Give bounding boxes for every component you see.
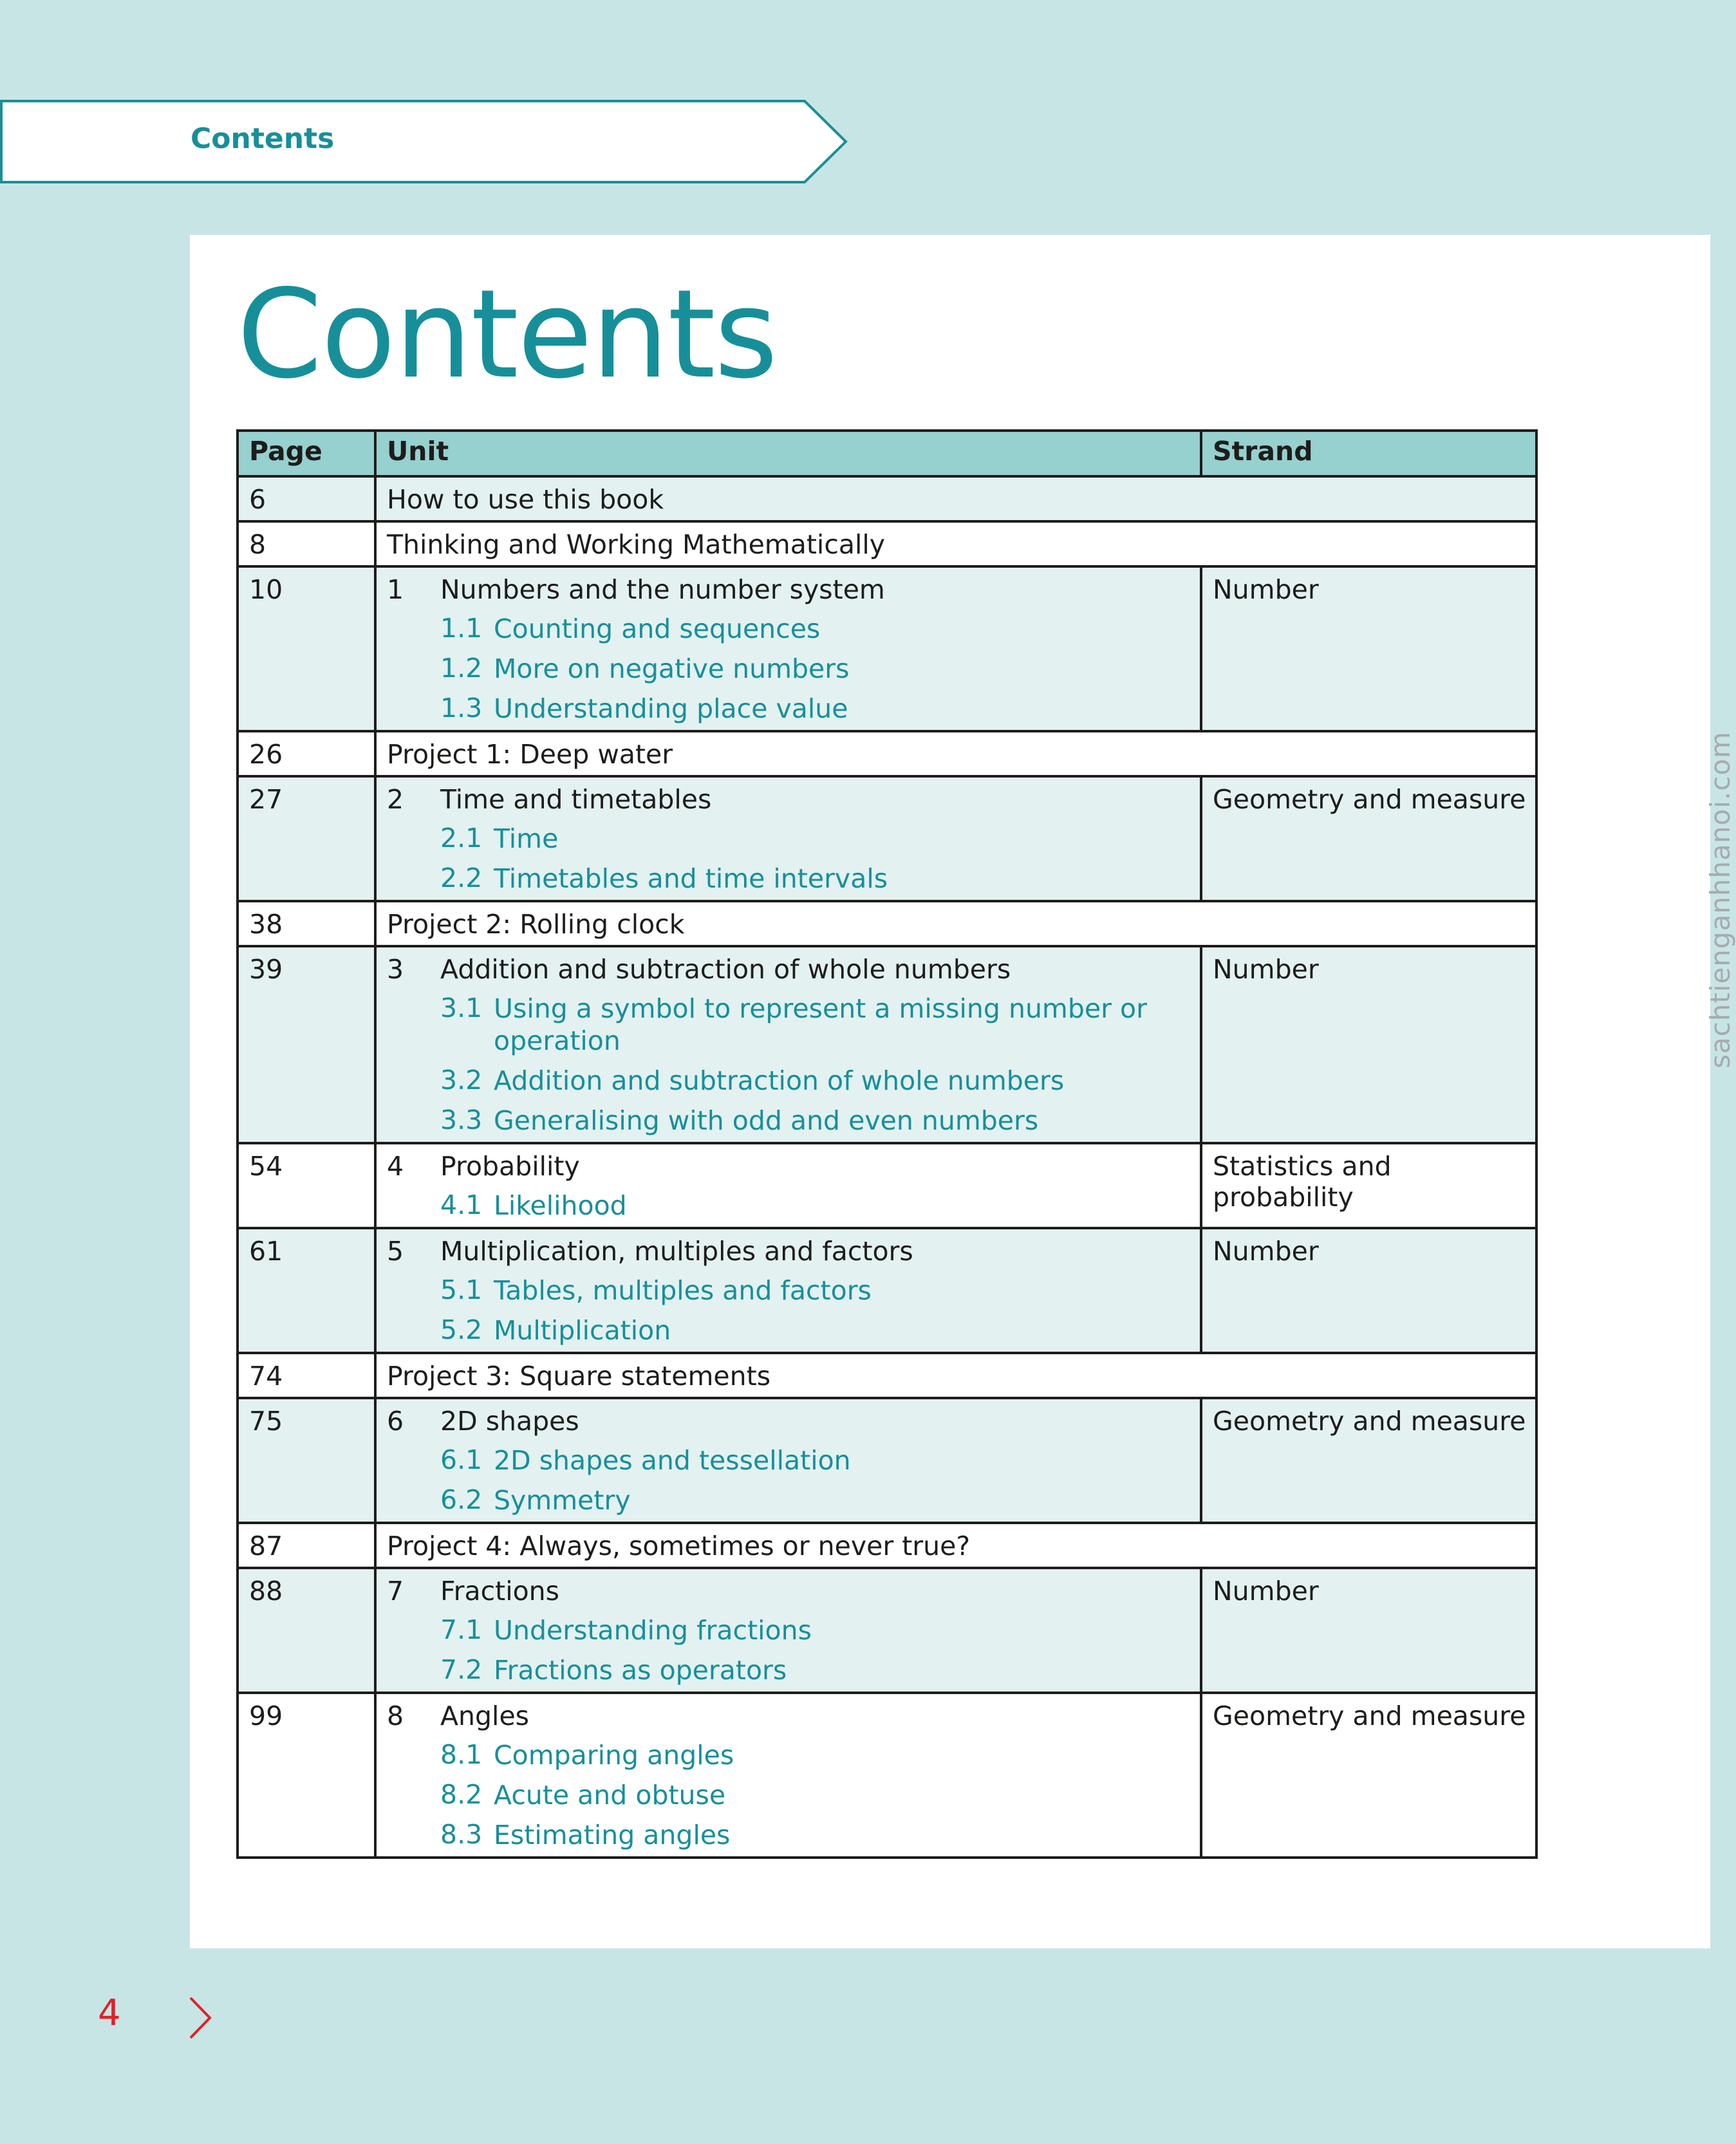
subsection-title: Comparing angles (494, 1740, 734, 1771)
subsection-item[interactable] (387, 1274, 1191, 1307)
unit-number: 7 (387, 1576, 404, 1607)
subsection-item[interactable] (387, 1189, 1191, 1222)
unit-cell (375, 566, 1201, 731)
page-cell: 10 (238, 566, 375, 731)
unit-number: 1 (387, 574, 404, 605)
subsection-title: Understanding place value (494, 693, 848, 724)
subsection-item[interactable] (387, 1819, 1191, 1851)
subsection-title: Multiplication (494, 1315, 671, 1346)
subsection-item[interactable] (387, 1654, 1191, 1686)
subsection-number: 8.1 (440, 1739, 483, 1770)
entry-cell[interactable]: Project 2: Rolling clock (375, 901, 1536, 946)
strand-cell: Number (1201, 1568, 1536, 1693)
strand-cell: Geometry and measure (1201, 1693, 1536, 1858)
subsection-item[interactable] (387, 693, 1191, 725)
unit-heading[interactable] (387, 1151, 1191, 1182)
table-row (238, 521, 1536, 566)
subsection-number: 3.3 (440, 1105, 483, 1135)
page-cell: 75 (238, 1398, 375, 1523)
subsection-number: 3.2 (440, 1065, 483, 1095)
unit-heading[interactable] (387, 1701, 1191, 1731)
entry-cell[interactable]: Project 4: Always, sometimes or never true? (375, 1523, 1536, 1568)
subsection-title: Tables, multiples and factors (494, 1275, 872, 1306)
page-number: 4 (98, 1992, 121, 2034)
page-cell: 8 (238, 521, 375, 566)
subsection-number: 7.2 (440, 1654, 483, 1685)
unit-heading[interactable] (387, 1576, 1191, 1607)
subsection-item[interactable] (387, 1105, 1191, 1137)
unit-cell (375, 1568, 1201, 1693)
page-cell: 27 (238, 776, 375, 901)
page-cell: 87 (238, 1523, 375, 1568)
subsection-item[interactable] (387, 1739, 1191, 1771)
subsection-title: Counting and sequences (494, 613, 821, 644)
entry-cell[interactable]: How to use this book (375, 476, 1536, 521)
subsection-number: 7.1 (440, 1614, 483, 1645)
table-row (238, 1143, 1536, 1228)
table-header-row (238, 431, 1536, 476)
subsection-number: 3.1 (440, 993, 483, 1023)
subsection-number: 6.1 (440, 1444, 483, 1475)
unit-cell (375, 776, 1201, 901)
subsection-number: 2.1 (440, 823, 483, 853)
unit-heading[interactable] (387, 784, 1191, 815)
subsection-item[interactable] (387, 1444, 1191, 1477)
entry-cell[interactable]: Project 1: Deep water (375, 731, 1536, 776)
contents-table-body (238, 476, 1536, 1858)
page-cell: 39 (238, 946, 375, 1143)
page-cell: 61 (238, 1228, 375, 1353)
subsection-title: Generalising with odd and even numbers (494, 1105, 1039, 1136)
subsection-item[interactable] (387, 653, 1191, 685)
table-row (238, 901, 1536, 946)
column-header-strand: Strand (1201, 431, 1536, 476)
chevron-right-icon[interactable] (187, 1995, 215, 2040)
unit-heading[interactable] (387, 1406, 1191, 1437)
unit-title: Time and timetables (440, 784, 712, 815)
contents-table (236, 429, 1538, 1859)
unit-cell (375, 946, 1201, 1143)
watermark: sachtienganhhanoi.com (1704, 731, 1736, 1068)
subsection-title: Timetables and time intervals (494, 863, 888, 894)
subsection-title: Time (494, 823, 559, 854)
subsection-item[interactable] (387, 1314, 1191, 1347)
subsection-title: Understanding fractions (494, 1615, 812, 1646)
unit-number: 3 (387, 954, 404, 985)
unit-title: 2D shapes (440, 1406, 579, 1437)
page-cell: 26 (238, 731, 375, 776)
subsection-number: 1.2 (440, 653, 483, 684)
subsection-title: Likelihood (494, 1190, 627, 1221)
strand-cell: Statistics and probability (1201, 1143, 1536, 1228)
section-tab-label: Contents (191, 122, 335, 155)
strand-cell: Geometry and measure (1201, 1398, 1536, 1523)
subsection-title: Using a symbol to represent a missing number or operation (494, 993, 1147, 1056)
table-row (238, 1398, 1536, 1523)
table-row (238, 1523, 1536, 1568)
unit-number: 5 (387, 1236, 404, 1267)
unit-cell (375, 1693, 1201, 1858)
page-cell: 54 (238, 1143, 375, 1228)
subsection-title: Addition and subtraction of whole numbers (494, 1065, 1065, 1096)
page-cell: 88 (238, 1568, 375, 1693)
subsection-title: Symmetry (494, 1485, 631, 1516)
subsection-number: 1.1 (440, 613, 483, 644)
page-title: Contents (237, 263, 777, 405)
column-header-unit: Unit (375, 431, 1201, 476)
unit-heading[interactable] (387, 1236, 1191, 1267)
subsection-item[interactable] (387, 1484, 1191, 1516)
unit-title: Multiplication, multiples and factors (440, 1236, 913, 1267)
unit-title: Fractions (440, 1576, 560, 1607)
table-row (238, 566, 1536, 731)
unit-number: 6 (387, 1406, 404, 1437)
subsection-title: More on negative numbers (494, 653, 850, 684)
subsection-title: Fractions as operators (494, 1655, 787, 1686)
unit-title: Addition and subtraction of whole numbers (440, 954, 1011, 985)
subsection-item[interactable] (387, 1065, 1191, 1097)
page-cell: 38 (238, 901, 375, 946)
entry-cell[interactable]: Project 3: Square statements (375, 1353, 1536, 1398)
table-row (238, 1568, 1536, 1693)
table-row (238, 1228, 1536, 1353)
unit-title: Numbers and the number system (440, 574, 885, 605)
subsection-number: 6.2 (440, 1484, 483, 1515)
subsection-number: 5.2 (440, 1314, 483, 1345)
subsection-title: Estimating angles (494, 1820, 731, 1850)
strand-cell: Number (1201, 1228, 1536, 1353)
table-row (238, 776, 1536, 901)
strand-cell: Number (1201, 566, 1536, 731)
subsection-number: 8.2 (440, 1779, 483, 1810)
unit-cell (375, 1398, 1201, 1523)
entry-cell[interactable]: Thinking and Working Mathematically (375, 521, 1536, 566)
tab-arrow-shape (0, 100, 850, 183)
unit-number: 2 (387, 784, 404, 815)
unit-cell (375, 1143, 1201, 1228)
strand-cell: Geometry and measure (1201, 776, 1536, 901)
unit-heading[interactable] (387, 574, 1191, 605)
subsection-item[interactable] (387, 613, 1191, 645)
unit-heading[interactable] (387, 954, 1191, 985)
table-row (238, 946, 1536, 1143)
subsection-number: 2.2 (440, 862, 483, 893)
subsection-number: 1.3 (440, 693, 483, 723)
unit-number: 4 (387, 1151, 404, 1182)
subsection-number: 8.3 (440, 1819, 483, 1850)
page-cell: 6 (238, 476, 375, 521)
subsection-item[interactable] (387, 993, 1191, 1057)
unit-title: Angles (440, 1701, 530, 1731)
unit-cell (375, 1228, 1201, 1353)
column-header-page: Page (238, 431, 375, 476)
table-row (238, 476, 1536, 521)
unit-number: 8 (387, 1701, 404, 1731)
subsection-item[interactable] (387, 1614, 1191, 1646)
page-cell: 99 (238, 1693, 375, 1858)
subsection-item[interactable] (387, 823, 1191, 855)
subsection-title: Acute and obtuse (494, 1780, 726, 1811)
table-row (238, 1353, 1536, 1398)
section-tab-banner (0, 100, 850, 183)
subsection-number: 4.1 (440, 1189, 483, 1220)
table-row (238, 731, 1536, 776)
unit-title: Probability (440, 1151, 580, 1182)
table-row (238, 1693, 1536, 1858)
strand-cell: Number (1201, 946, 1536, 1143)
page-cell: 74 (238, 1353, 375, 1398)
subsection-title: 2D shapes and tessellation (494, 1445, 851, 1476)
subsection-number: 5.1 (440, 1274, 483, 1305)
subsection-item[interactable] (387, 1779, 1191, 1811)
subsection-item[interactable] (387, 862, 1191, 895)
